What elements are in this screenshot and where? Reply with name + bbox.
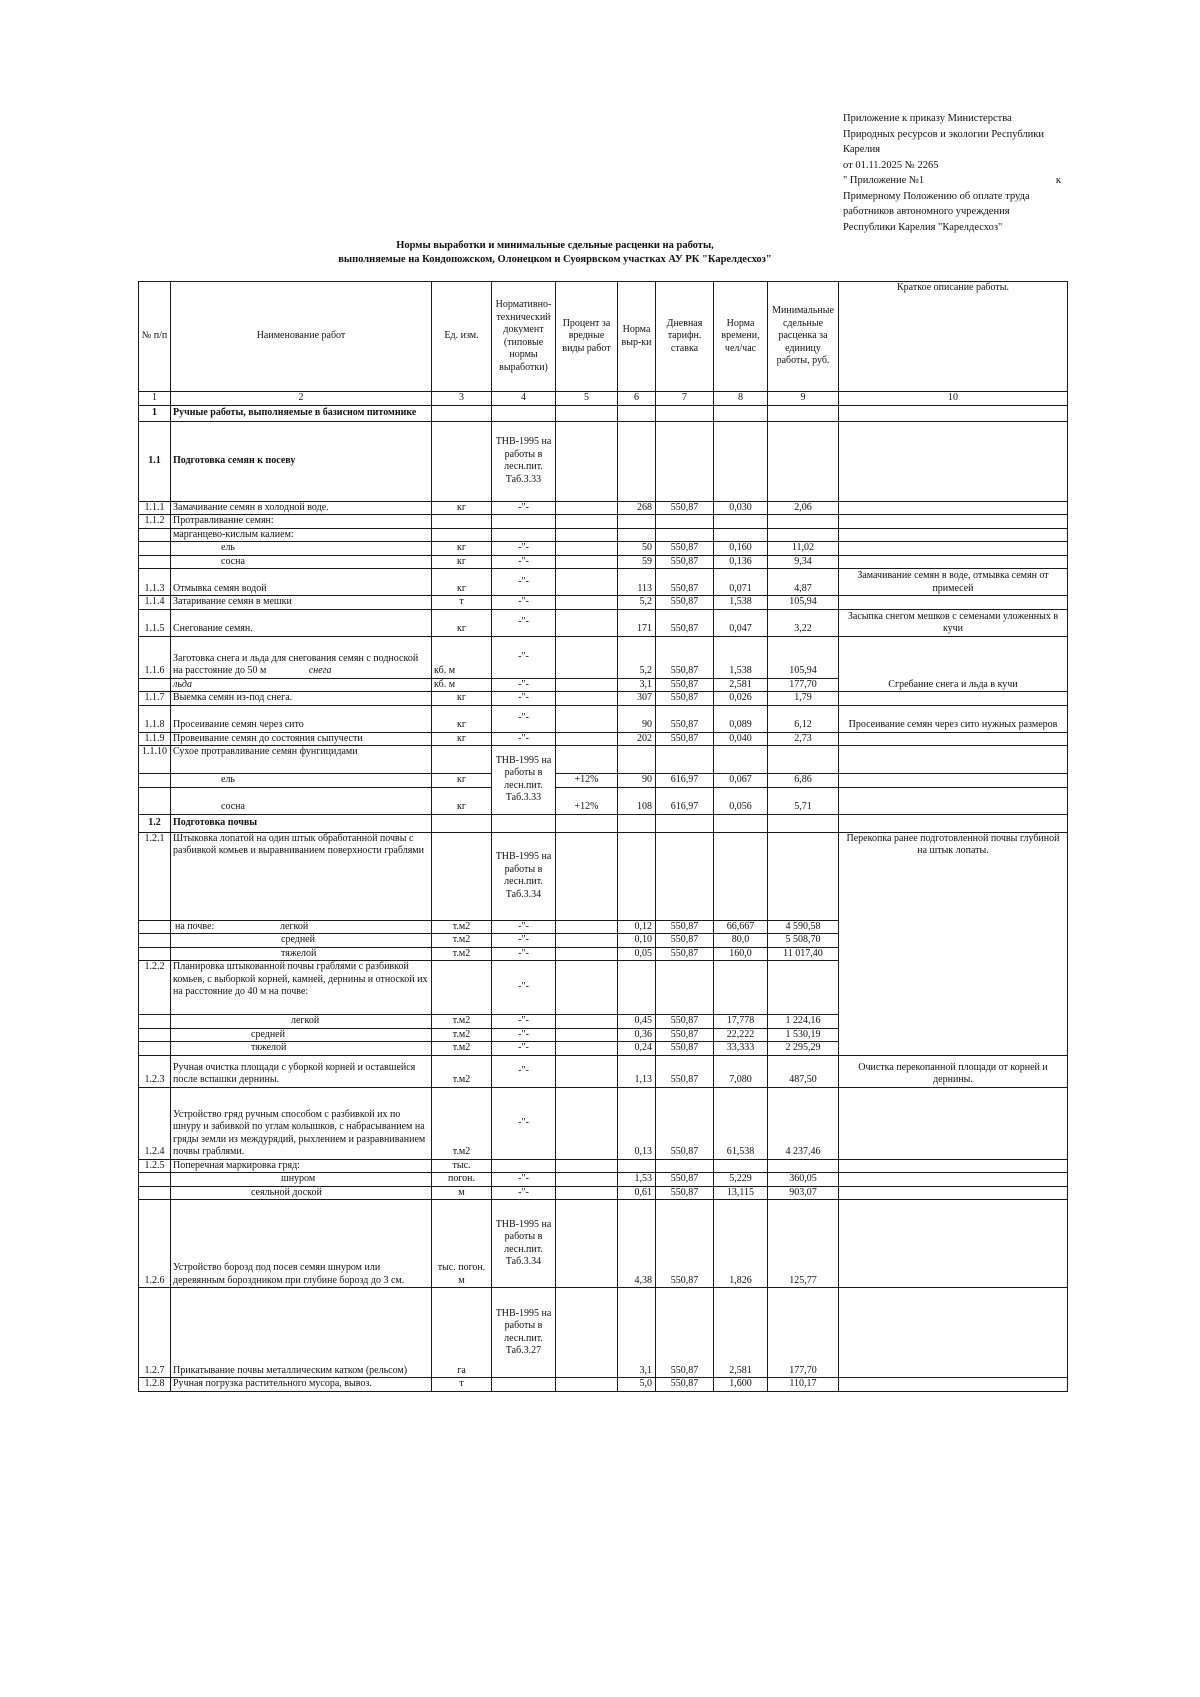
piece-rate: 487,50 <box>768 1055 839 1087</box>
normative-doc: -"- <box>492 705 556 732</box>
work-name: Снегование семян. <box>171 609 432 636</box>
work-name: Просеивание семян через сито <box>171 705 432 732</box>
table-row <box>139 555 1068 569</box>
time-norm: 1,538 <box>714 596 768 610</box>
time-norm: 22,222 <box>714 1028 768 1042</box>
title-line: выполняемые на Кондопожском, Олонецком и Суоярвском участках АУ РК "Карелдесхоз" <box>338 254 772 265</box>
piece-rate: 105,94 <box>768 636 839 678</box>
normative-doc: -"- <box>492 678 556 692</box>
daily-rate: 550,87 <box>656 1087 714 1159</box>
work-name: Выемка семян из-под снега. <box>171 692 432 706</box>
unit: кг <box>432 542 492 556</box>
daily-rate: 550,87 <box>656 678 714 692</box>
output-norm: 1,53 <box>618 1173 656 1187</box>
table-row <box>139 787 1068 814</box>
column-number-row <box>139 392 1068 406</box>
time-norm: 0,089 <box>714 705 768 732</box>
work-subname: сосна <box>171 555 432 569</box>
normative-doc: -"- <box>492 636 556 678</box>
table-row <box>139 692 1068 706</box>
piece-rate: 4,87 <box>768 569 839 596</box>
row-number: 1.2.1 <box>139 832 171 920</box>
section-title: Подготовка семян к посеву <box>171 421 432 501</box>
hazard-percent: +12% <box>556 787 618 814</box>
unit: кг <box>432 705 492 732</box>
column-number: 7 <box>656 392 714 406</box>
normative-doc: -"- <box>492 947 556 961</box>
section-title: Подготовка почвы <box>171 814 432 832</box>
work-name-text: Заготовка снега и льда для снегования семян с подноской на расстояние до 50 м <box>173 652 419 676</box>
output-norm: 59 <box>618 555 656 569</box>
unit: кг <box>432 609 492 636</box>
row-number: 1.1.4 <box>139 596 171 610</box>
row-number: 1.1.7 <box>139 692 171 706</box>
col-header: Процент за вредные виды работ <box>556 282 618 392</box>
unit: кб. м <box>432 678 492 692</box>
output-norm: 0,36 <box>618 1028 656 1042</box>
row-number: 1.1.5 <box>139 609 171 636</box>
row-number: 1.1.2 <box>139 515 171 529</box>
daily-rate: 616,97 <box>656 787 714 814</box>
output-norm: 90 <box>618 774 656 788</box>
table-row <box>139 1200 1068 1288</box>
time-norm: 61,538 <box>714 1087 768 1159</box>
col-header: Наименование работ <box>171 282 432 392</box>
time-norm: 80,0 <box>714 934 768 948</box>
daily-rate: 550,87 <box>656 934 714 948</box>
daily-rate: 550,87 <box>656 947 714 961</box>
hazard-percent: +12% <box>556 774 618 788</box>
normative-doc: -"- <box>492 1055 556 1087</box>
work-description: Просеивание семян через сито нужных размеров <box>839 705 1068 732</box>
unit: т.м2 <box>432 1028 492 1042</box>
unit: тыс. <box>432 1159 492 1173</box>
row-number: 1.1 <box>139 421 171 501</box>
unit: кг <box>432 569 492 596</box>
normative-doc: -"- <box>492 1186 556 1200</box>
output-norm: 5,2 <box>618 596 656 610</box>
table-row <box>139 1159 1068 1173</box>
row-number: 1.2.6 <box>139 1200 171 1288</box>
work-subname: сеяльной доской <box>171 1186 432 1200</box>
time-norm: 0,030 <box>714 501 768 515</box>
table-row <box>139 636 1068 678</box>
normative-doc: -"- <box>492 542 556 556</box>
work-description: Очистка перекопанной площади от корней и дернины. <box>839 1055 1068 1087</box>
work-name: Поперечная маркировка гряд: <box>171 1159 432 1173</box>
normative-doc: -"- <box>492 596 556 610</box>
unit: т.м2 <box>432 920 492 934</box>
table-row <box>139 705 1068 732</box>
work-description: Засыпка снегом мешков с семенами уложенных в кучи <box>839 609 1068 636</box>
normative-doc: -"- <box>492 1042 556 1056</box>
daily-rate: 616,97 <box>656 774 714 788</box>
piece-rate: 125,77 <box>768 1200 839 1288</box>
output-norm: 1,13 <box>618 1055 656 1087</box>
normative-doc: -"- <box>492 692 556 706</box>
col-header: Краткое описание работы. <box>839 282 1068 392</box>
piece-rate: 1 530,19 <box>768 1028 839 1042</box>
time-norm: 2,581 <box>714 1288 768 1378</box>
normative-doc: -"- <box>492 609 556 636</box>
normative-doc: ТНВ-1995 на работы в лесн.пит. Таб.3.34 <box>492 1200 556 1288</box>
table-row <box>139 609 1068 636</box>
piece-rate: 2,73 <box>768 732 839 746</box>
output-norm: 90 <box>618 705 656 732</box>
time-norm: 1,826 <box>714 1200 768 1288</box>
work-subname: тяжелой <box>171 947 432 961</box>
output-norm: 307 <box>618 692 656 706</box>
unit: кг <box>432 555 492 569</box>
order-line: Примерному Положению об оплате труда <box>843 190 1030 202</box>
row-number: 1.2.7 <box>139 1288 171 1378</box>
unit-line: м <box>458 1274 465 1286</box>
work-name: Замачивание семян в холодной воде. <box>171 501 432 515</box>
unit: кг <box>432 774 492 788</box>
daily-rate: 550,87 <box>656 920 714 934</box>
unit-line: тыс. погон. <box>437 1262 486 1273</box>
daily-rate: 550,87 <box>656 1173 714 1187</box>
order-line: Карелия <box>843 144 881 155</box>
unit: м <box>432 1186 492 1200</box>
normative-doc: -"- <box>492 934 556 948</box>
table-row <box>139 596 1068 610</box>
column-number: 9 <box>768 392 839 406</box>
time-norm: 0,056 <box>714 787 768 814</box>
daily-rate: 550,87 <box>656 1288 714 1378</box>
time-norm: 66,667 <box>714 920 768 934</box>
column-number: 8 <box>714 392 768 406</box>
work-description: Замачивание семян в воде, отмывка семян от примесей <box>839 569 1068 596</box>
row-number: 1.1.3 <box>139 569 171 596</box>
output-norm: 268 <box>618 501 656 515</box>
appendix-line <box>843 173 1061 189</box>
work-name: Прикатывание почвы металлическим катком (рельсом) <box>171 1288 432 1378</box>
output-norm: 0,61 <box>618 1186 656 1200</box>
normative-doc: -"- <box>492 732 556 746</box>
piece-rate: 1 224,16 <box>768 1015 839 1029</box>
daily-rate: 550,87 <box>656 555 714 569</box>
piece-rate: 6,12 <box>768 705 839 732</box>
row-number: 1.1.9 <box>139 732 171 746</box>
normative-doc: -"- <box>492 1173 556 1187</box>
work-subname: легкой <box>171 1015 432 1029</box>
unit: погон. <box>432 1173 492 1187</box>
row-number: 1.2.3 <box>139 1055 171 1087</box>
daily-rate: 550,87 <box>656 596 714 610</box>
col-header: Норма выр-ки <box>618 282 656 392</box>
work-name: Ручная очистка площади с уборкой корней и оставшейся после вспашки дернины. <box>171 1055 432 1087</box>
time-norm: 5,229 <box>714 1173 768 1187</box>
table-header-row <box>139 282 1068 392</box>
order-line: от 01.11.2025 № 2265 <box>843 159 939 171</box>
piece-rate: 9,34 <box>768 555 839 569</box>
unit: т <box>432 596 492 610</box>
unit: га <box>432 1288 492 1378</box>
table-row <box>139 569 1068 596</box>
time-norm: 0,047 <box>714 609 768 636</box>
column-number: 3 <box>432 392 492 406</box>
work-name: Ручная погрузка растительного мусора, вывоз. <box>171 1378 432 1392</box>
table-row <box>139 832 1068 920</box>
output-norm: 171 <box>618 609 656 636</box>
section-row <box>139 405 1068 421</box>
table-row <box>139 501 1068 515</box>
column-number: 10 <box>839 392 1068 406</box>
time-norm: 0,071 <box>714 569 768 596</box>
piece-rate: 11 017,40 <box>768 947 839 961</box>
output-norm: 202 <box>618 732 656 746</box>
work-name: Планировка штыкованной почвы граблями с разбивкой комьев, с выборкой корней, камней, дернины и отноской их на расстояние до 40 м на почве: <box>171 961 432 1015</box>
column-number: 2 <box>171 392 432 406</box>
unit: кг <box>432 787 492 814</box>
daily-rate: 550,87 <box>656 705 714 732</box>
daily-rate: 550,87 <box>656 1186 714 1200</box>
output-norm: 0,05 <box>618 947 656 961</box>
piece-rate: 11,02 <box>768 542 839 556</box>
piece-rate: 6,86 <box>768 774 839 788</box>
table-row <box>139 528 1068 542</box>
row-number: 1.1.8 <box>139 705 171 732</box>
order-line: Природных ресурсов и экологии Республики <box>843 128 1044 140</box>
work-name: Затаривание семян в мешки <box>171 596 432 610</box>
work-name: Отмывка семян водой <box>171 569 432 596</box>
unit: т.м2 <box>432 1087 492 1159</box>
column-number: 4 <box>492 392 556 406</box>
table-row <box>139 1186 1068 1200</box>
row-number: 1.1.1 <box>139 501 171 515</box>
unit: кг <box>432 692 492 706</box>
time-norm: 0,136 <box>714 555 768 569</box>
table-row <box>139 1288 1068 1378</box>
work-name: Устройство борозд под посев семян шнуром или деревянным бороздником при глубине борозд до 3 см. <box>171 1200 432 1288</box>
work-name: Провеивание семян до состояния сыпучести <box>171 732 432 746</box>
work-subname: ель <box>171 774 432 788</box>
output-norm: 3,1 <box>618 1288 656 1378</box>
daily-rate: 550,87 <box>656 1028 714 1042</box>
normative-doc: -"- <box>492 1087 556 1159</box>
table-row <box>139 746 1068 774</box>
piece-rate: 3,22 <box>768 609 839 636</box>
appendix-connector: к <box>1055 175 1061 186</box>
daily-rate: 550,87 <box>656 1200 714 1288</box>
unit: т.м2 <box>432 947 492 961</box>
row-number: 1.2 <box>139 814 171 832</box>
col-header: Ед. изм. <box>432 282 492 392</box>
daily-rate: 550,87 <box>656 501 714 515</box>
title-line: Нормы выработки и минимальные сдельные расценки на работы, <box>396 240 714 251</box>
row-number: 1.2.5 <box>139 1159 171 1173</box>
column-number: 6 <box>618 392 656 406</box>
output-norm: 0,45 <box>618 1015 656 1029</box>
piece-rate: 903,07 <box>768 1186 839 1200</box>
piece-rate: 110,17 <box>768 1378 839 1392</box>
work-name: Протравливание семян: <box>171 515 432 529</box>
work-name: Устройство гряд ручным способом с разбивкой их по шнуру и забивкой по углам колышков, с набрасыванием на гряды земли из междурядий, рыхлением и разравниванием почвы граблями. <box>171 1087 432 1159</box>
work-description: Перекопка ранее подготовленной почвы глубиной на штык лопаты. <box>839 832 1068 1055</box>
table-row <box>139 1055 1068 1087</box>
piece-rate: 2 295,29 <box>768 1042 839 1056</box>
unit: т.м2 <box>432 934 492 948</box>
table-row <box>139 542 1068 556</box>
normative-doc: ТНВ-1995 на работы в лесн.пит. Таб.3.34 <box>492 832 556 920</box>
time-norm: 0,040 <box>714 732 768 746</box>
table-row <box>139 1087 1068 1159</box>
normative-doc: -"- <box>492 1015 556 1029</box>
piece-rate: 5 508,70 <box>768 934 839 948</box>
order-line: работников автономного учреждения <box>843 206 1010 217</box>
piece-rate: 2,06 <box>768 501 839 515</box>
work-subname: легкой <box>280 920 309 932</box>
unit: т.м2 <box>432 1055 492 1087</box>
col-header: Дневная тарифн. ставка <box>656 282 714 392</box>
work-subname: средней <box>171 934 432 948</box>
daily-rate: 550,87 <box>656 1042 714 1056</box>
row-number: 1.2.4 <box>139 1087 171 1159</box>
table-row <box>139 774 1068 788</box>
output-norm: 3,1 <box>618 678 656 692</box>
order-reference-block <box>843 111 1093 235</box>
normative-doc: ТНВ-1995 на работы в лесн.пит. Таб.3.33 <box>492 746 556 815</box>
work-description: Сгребание снега и льда в кучи <box>839 636 1068 692</box>
row-number: 1 <box>139 405 171 421</box>
time-norm: 160,0 <box>714 947 768 961</box>
norms-table <box>138 281 1068 1392</box>
row-number: 1.1.10 <box>139 746 171 774</box>
col-header: Минимальные сдельные расценка за единицу работы, руб. <box>768 282 839 392</box>
output-norm: 0,13 <box>618 1087 656 1159</box>
work-subname: сосна <box>171 787 432 814</box>
normative-doc: ТНВ-1995 на работы в лесн.пит. Таб.3.33 <box>492 421 556 501</box>
table-row <box>139 515 1068 529</box>
column-number: 5 <box>556 392 618 406</box>
daily-rate: 550,87 <box>656 542 714 556</box>
work-subname: шнуром <box>171 1173 432 1187</box>
unit: кб. м <box>432 636 492 678</box>
time-norm: 13,115 <box>714 1186 768 1200</box>
daily-rate: 550,87 <box>656 1378 714 1392</box>
work-subname: снега <box>308 665 332 676</box>
document-title <box>130 239 980 267</box>
piece-rate: 105,94 <box>768 596 839 610</box>
section-row <box>139 814 1068 832</box>
normative-doc: -"- <box>492 961 556 1015</box>
unit: кг <box>432 732 492 746</box>
output-norm: 0,12 <box>618 920 656 934</box>
daily-rate: 550,87 <box>656 569 714 596</box>
work-name: Штыковка лопатой на один штык обработанной почвы с разбивкой комьев и выравниванием поверхности граблями <box>171 832 432 920</box>
output-norm: 5,0 <box>618 1378 656 1392</box>
time-norm: 0,067 <box>714 774 768 788</box>
time-norm: 2,581 <box>714 678 768 692</box>
unit: т.м2 <box>432 1015 492 1029</box>
col-header: № п/п <box>139 282 171 392</box>
row-number: 1.1.6 <box>139 636 171 678</box>
piece-rate: 360,05 <box>768 1173 839 1187</box>
appendix-label: " Приложение №1 <box>843 175 925 186</box>
daily-rate: 550,87 <box>656 636 714 678</box>
output-norm: 0,24 <box>618 1042 656 1056</box>
output-norm: 108 <box>618 787 656 814</box>
table-row <box>139 1378 1068 1392</box>
output-norm: 113 <box>618 569 656 596</box>
order-line: Приложение к приказу Министерства <box>843 113 1012 124</box>
row-number: 1.2.8 <box>139 1378 171 1392</box>
output-norm: 0,10 <box>618 934 656 948</box>
time-norm: 0,160 <box>714 542 768 556</box>
col-header: Норма времени, чел/час <box>714 282 768 392</box>
work-name <box>171 636 432 678</box>
time-norm: 0,026 <box>714 692 768 706</box>
unit: т <box>432 1378 492 1392</box>
normative-doc: -"- <box>492 920 556 934</box>
unit <box>432 1200 492 1288</box>
soil-label: на почве: <box>175 920 215 932</box>
unit: кг <box>432 501 492 515</box>
time-norm: 17,778 <box>714 1015 768 1029</box>
piece-rate: 4 237,46 <box>768 1087 839 1159</box>
output-norm: 4,38 <box>618 1200 656 1288</box>
table-row <box>139 1173 1068 1187</box>
table-row <box>139 732 1068 746</box>
piece-rate: 1,79 <box>768 692 839 706</box>
work-subname: марганцево-кислым калием: <box>171 528 432 542</box>
output-norm: 50 <box>618 542 656 556</box>
daily-rate: 550,87 <box>656 1055 714 1087</box>
section-title: Ручные работы, выполняемые в базисном питомнике <box>171 405 432 421</box>
normative-doc: -"- <box>492 501 556 515</box>
section-row <box>139 421 1068 501</box>
unit: т.м2 <box>432 1042 492 1056</box>
work-subname: средней <box>171 1028 432 1042</box>
normative-doc: -"- <box>492 569 556 596</box>
normative-doc: -"- <box>492 555 556 569</box>
piece-rate: 177,70 <box>768 678 839 692</box>
time-norm: 1,538 <box>714 636 768 678</box>
output-norm: 5,2 <box>618 636 656 678</box>
order-line: Республики Карелия "Карелдесхоз" <box>843 221 1003 233</box>
normative-doc: -"- <box>492 1028 556 1042</box>
daily-rate: 550,87 <box>656 732 714 746</box>
piece-rate: 177,70 <box>768 1288 839 1378</box>
work-name: Сухое протравливание семян фунгицидами <box>171 746 432 774</box>
work-subname: ель <box>171 542 432 556</box>
time-norm: 7,080 <box>714 1055 768 1087</box>
piece-rate: 4 590,58 <box>768 920 839 934</box>
work-subname: тяжелой <box>171 1042 432 1056</box>
normative-doc: ТНВ-1995 на работы в лесн.пит. Таб.3.27 <box>492 1288 556 1378</box>
time-norm: 33,333 <box>714 1042 768 1056</box>
daily-rate: 550,87 <box>656 1015 714 1029</box>
daily-rate: 550,87 <box>656 692 714 706</box>
row-number: 1.2.2 <box>139 961 171 1015</box>
column-number: 1 <box>139 392 171 406</box>
piece-rate: 5,71 <box>768 787 839 814</box>
daily-rate: 550,87 <box>656 609 714 636</box>
work-subname: льда <box>173 678 192 690</box>
col-header: Нормативно-технический документ (типовые нормы выработки) <box>492 282 556 392</box>
time-norm: 1,600 <box>714 1378 768 1392</box>
